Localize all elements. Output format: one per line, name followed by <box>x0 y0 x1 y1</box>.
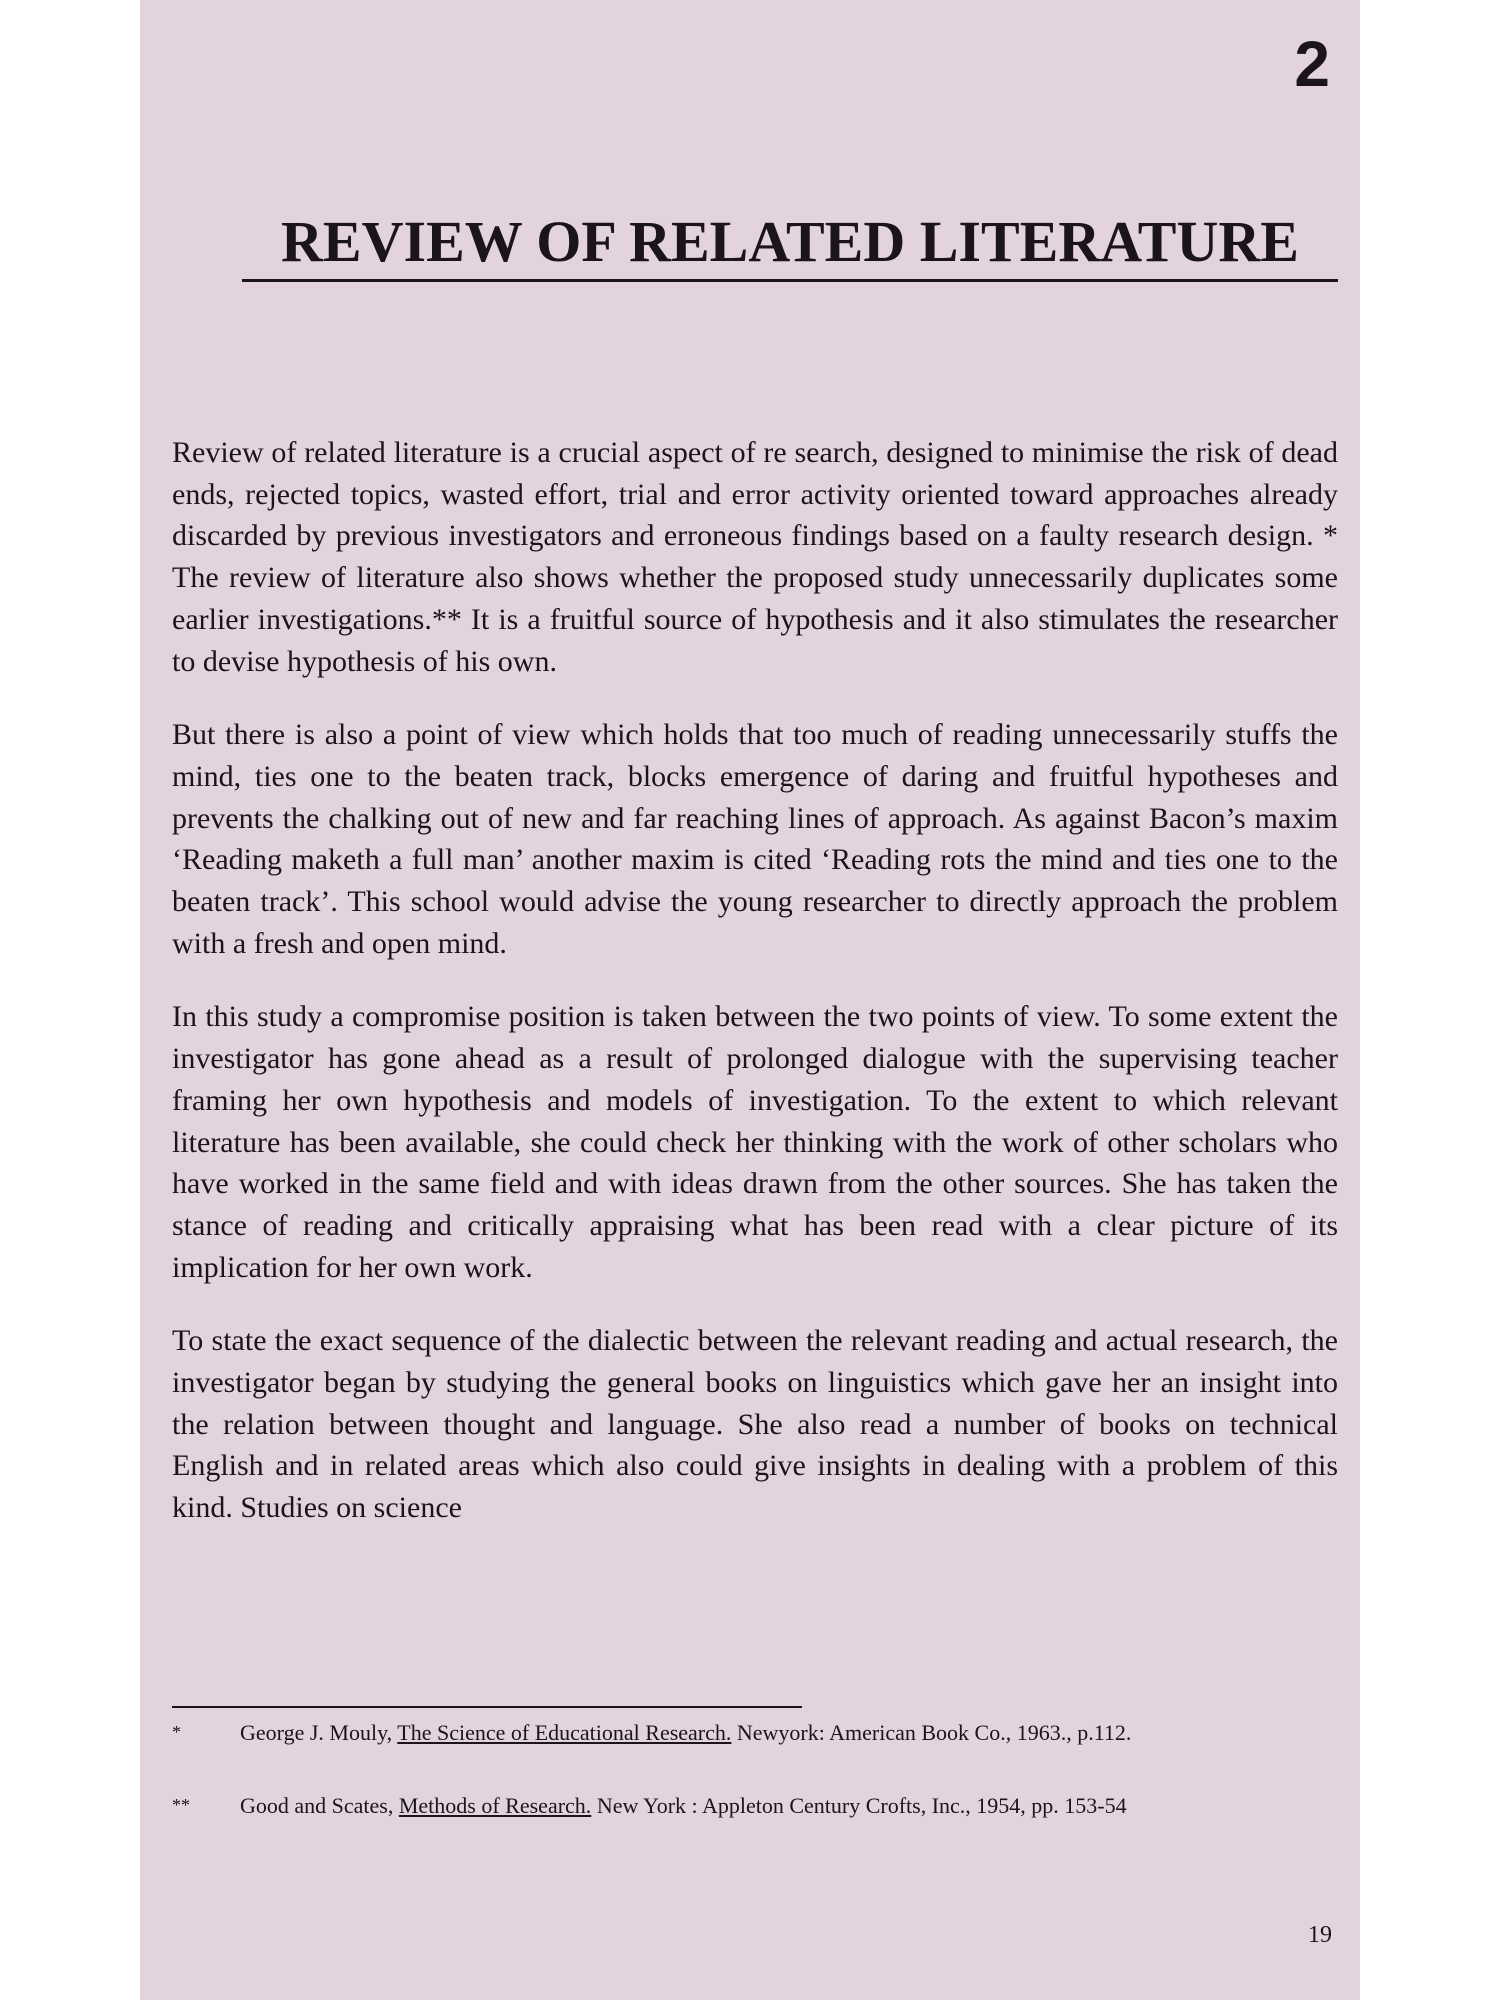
footnote-work-title: The Science of Educational Research. <box>397 1720 732 1745</box>
body-text <box>172 432 1338 1561</box>
footnote-publication: New York : Appleton Century Crofts, Inc., 1954, pp. 153-54 <box>591 1793 1127 1818</box>
footnote-work-title: Methods of Research. <box>398 1793 592 1818</box>
page-number: 19 <box>1308 1922 1332 1948</box>
footnote-author: Good and Scates, <box>240 1793 399 1818</box>
footnote-marker: ** <box>172 1795 190 1815</box>
footnote-divider <box>172 1706 802 1708</box>
footnote-author: George J. Mouly, <box>240 1720 398 1745</box>
chapter-title: REVIEW OF RELATED LITERATURE <box>242 212 1338 282</box>
book-page <box>140 0 1360 2000</box>
footnotes <box>172 1716 1338 1862</box>
footnote-publication: Newyork: American Book Co., 1963., p.112. <box>731 1720 1132 1745</box>
paragraph-1: Review of related literature is a crucial aspect of re search, designed to minimise the risk of dead ends, rejected topics, wasted effort, trial and error activity oriented toward approaches already discarded by previous investigators and erroneous findings based on a faulty research design. * The review of literature also shows whether the proposed study unnecessarily duplicates some earlier investigations.** It is a fruitful source of hypothesis and it also stimulates the researcher to devise hypothesis of his own. <box>172 436 1338 678</box>
footnote-1 <box>172 1716 1338 1749</box>
paragraph-4: To state the exact sequence of the dialectic between the relevant reading and actual research, the investigator began by studying the general books on linguistics which gave her an insight into the relation between thought and language. She also read a number of books on technical English and in related areas which also could give insights in dealing with a problem of this kind. Studies on science <box>172 1324 1338 1525</box>
paragraph-2: But there is also a point of view which holds that too much of reading unnecessarily stuffs the mind, ties one to the beaten track, blocks emergence of daring and fruitful hypotheses and prevents the chalking out of new and far reaching lines of approach. As against Bacon’s maxim ‘Reading maketh a full man’ another maxim is cited ‘Reading rots the mind and ties one to the beaten track’. This school would advise the young researcher to directly approach the problem with a fresh and open mind. <box>172 718 1338 960</box>
footnote-2 <box>172 1789 1338 1822</box>
footnote-marker: * <box>172 1722 181 1742</box>
chapter-number: 2 <box>1294 28 1330 100</box>
paragraph-3: In this study a compromise position is taken between the two points of view. To some extent the investigator has gone ahead as a result of prolonged dialogue with the supervising teacher framing her own hypothesis and models of investigation. To the extent to which relevant literature has been available, she could check her thinking with the work of other scholars who have worked in the same field and with ideas drawn from the other sources. She has taken the stance of reading and critically appraising what has been read with a clear picture of its implication for her own work. <box>172 1000 1338 1284</box>
